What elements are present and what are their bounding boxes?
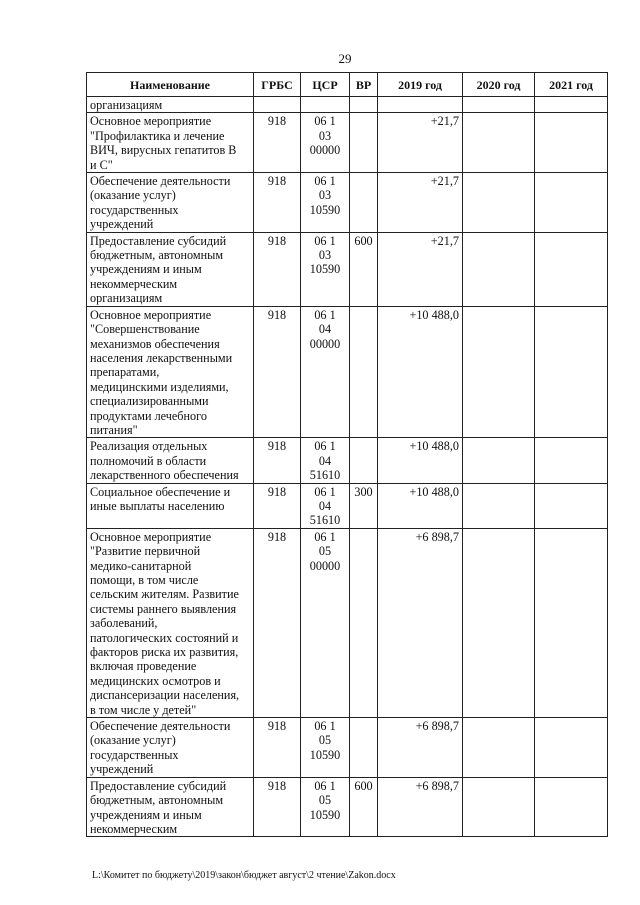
cell-2020 [463, 232, 535, 306]
cell-vr: 600 [350, 232, 378, 306]
cell-2021 [535, 718, 608, 778]
cell-csr: 06 1 05 10590 [301, 718, 350, 778]
cell-name: Социальное обеспечение и иные выплаты населению [87, 483, 254, 528]
cell-2020 [463, 113, 535, 173]
cell-grbs: 918 [254, 438, 301, 483]
cell-2019: +21,7 [378, 173, 463, 233]
cell-csr: 06 1 04 00000 [301, 306, 350, 438]
cell-vr [350, 528, 378, 717]
cell-grbs: 918 [254, 173, 301, 233]
cell-2019: +6 898,7 [378, 718, 463, 778]
cell-2020 [463, 306, 535, 438]
table-header-row [87, 73, 608, 97]
cell-name: Предоставление субсидий бюджетным, автономным учреждениям и иным некоммерческим организациям [87, 232, 254, 306]
column-header-grbs: ГРБС [254, 73, 301, 97]
table-body [87, 97, 608, 837]
cell-vr [350, 306, 378, 438]
cell-2020 [463, 173, 535, 233]
cell-2019: +6 898,7 [378, 528, 463, 717]
table-row [87, 438, 608, 483]
table-row [87, 232, 608, 306]
cell-2019: +10 488,0 [378, 306, 463, 438]
cell-csr: 06 1 05 10590 [301, 777, 350, 837]
cell-vr [350, 97, 378, 113]
table-row [87, 483, 608, 528]
cell-name: организациям [87, 97, 254, 113]
cell-2021 [535, 306, 608, 438]
cell-2019 [378, 97, 463, 113]
cell-2019: +10 488,0 [378, 438, 463, 483]
cell-2020 [463, 438, 535, 483]
cell-2021 [535, 113, 608, 173]
cell-csr: 06 1 03 10590 [301, 232, 350, 306]
column-header-csr: ЦСР [301, 73, 350, 97]
column-header-name: Наименование [87, 73, 254, 97]
cell-name: Основное мероприятие "Профилактика и лечение ВИЧ, вирусных гепатитов В и С" [87, 113, 254, 173]
cell-2020 [463, 483, 535, 528]
cell-grbs: 918 [254, 777, 301, 837]
cell-2021 [535, 232, 608, 306]
cell-csr: 06 1 05 00000 [301, 528, 350, 717]
cell-2021 [535, 528, 608, 717]
cell-name: Обеспечение деятельности (оказание услуг) государственных учреждений [87, 718, 254, 778]
cell-2021 [535, 777, 608, 837]
column-header-2021: 2021 год [535, 73, 608, 97]
cell-csr: 06 1 03 00000 [301, 113, 350, 173]
table-row [87, 97, 608, 113]
cell-name: Реализация отдельных полномочий в области лекарственного обеспечения [87, 438, 254, 483]
cell-grbs [254, 97, 301, 113]
cell-grbs: 918 [254, 483, 301, 528]
cell-2019: +10 488,0 [378, 483, 463, 528]
cell-vr [350, 718, 378, 778]
cell-name: Предоставление субсидий бюджетным, автономным учреждениям и иным некоммерческим [87, 777, 254, 837]
cell-name: Основное мероприятие "Развитие первичной медико-санитарной помощи, в том числе сельским жителям. Развитие системы раннего выявления заболеваний, патологических состояний и факторов риска их развития, включая проведение медицинских осмотров и диспансеризации населения, в том числе у детей" [87, 528, 254, 717]
cell-2019: +6 898,7 [378, 777, 463, 837]
cell-2021 [535, 97, 608, 113]
file-path-footer: L:\Комитет по бюджету\2019\закон\бюджет август\2 чтение\Zakon.docx [92, 870, 396, 881]
table-row [87, 113, 608, 173]
cell-2020 [463, 97, 535, 113]
cell-2021 [535, 438, 608, 483]
cell-2021 [535, 173, 608, 233]
column-header-2019: 2019 год [378, 73, 463, 97]
cell-2020 [463, 718, 535, 778]
table-row [87, 777, 608, 837]
cell-csr: 06 1 04 51610 [301, 483, 350, 528]
cell-csr: 06 1 03 10590 [301, 173, 350, 233]
cell-2021 [535, 483, 608, 528]
cell-csr [301, 97, 350, 113]
cell-name: Обеспечение деятельности (оказание услуг) государственных учреждений [87, 173, 254, 233]
budget-table [86, 72, 608, 837]
cell-csr: 06 1 04 51610 [301, 438, 350, 483]
cell-2020 [463, 528, 535, 717]
column-header-2020: 2020 год [463, 73, 535, 97]
table-row [87, 306, 608, 438]
column-header-vr: ВР [350, 73, 378, 97]
table-row [87, 173, 608, 233]
cell-vr: 600 [350, 777, 378, 837]
cell-vr [350, 438, 378, 483]
cell-grbs: 918 [254, 528, 301, 717]
cell-grbs: 918 [254, 232, 301, 306]
cell-2020 [463, 777, 535, 837]
cell-vr: 300 [350, 483, 378, 528]
table-row [87, 528, 608, 717]
cell-grbs: 918 [254, 306, 301, 438]
cell-grbs: 918 [254, 718, 301, 778]
cell-2019: +21,7 [378, 113, 463, 173]
cell-vr [350, 113, 378, 173]
cell-grbs: 918 [254, 113, 301, 173]
cell-vr [350, 173, 378, 233]
page-number: 29 [338, 51, 352, 66]
cell-2019: +21,7 [378, 232, 463, 306]
cell-name: Основное мероприятие "Совершенствование механизмов обеспечения населения лекарственными препаратами, медицинскими изделиями, специализированными продуктами лечебного питания" [87, 306, 254, 438]
table-row [87, 718, 608, 778]
